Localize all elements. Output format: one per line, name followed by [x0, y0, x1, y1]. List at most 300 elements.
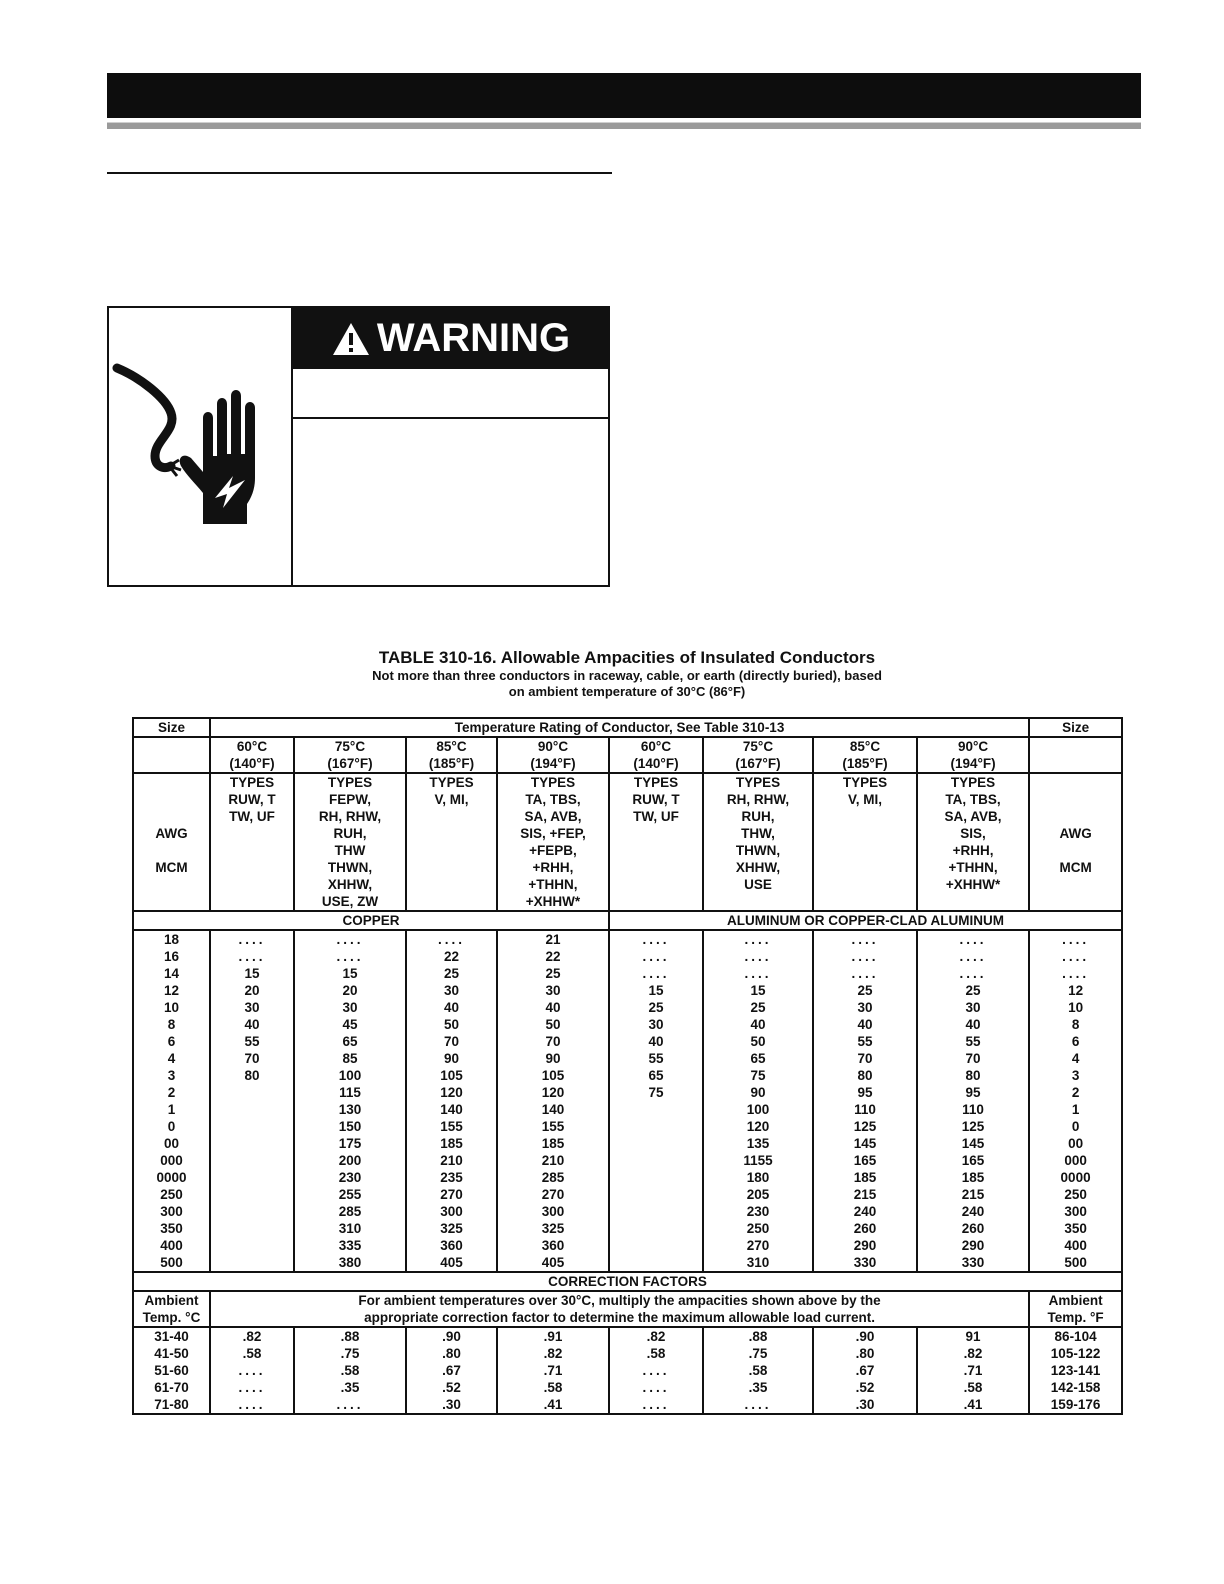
ampacity-cell: 15	[210, 965, 294, 982]
cell-line: SA, AVB,	[944, 809, 1002, 824]
ampacity-cell	[210, 1220, 294, 1237]
ampacity-cell: 95	[917, 1084, 1029, 1101]
correction-cell: .41	[917, 1396, 1029, 1414]
ampacity-row	[133, 930, 1122, 948]
correction-cell: .90	[813, 1327, 917, 1345]
correction-cell: 86-104	[1029, 1327, 1122, 1345]
ampacity-cell: 25	[406, 965, 497, 982]
cell-line: RUH,	[333, 826, 367, 841]
cell-line: 60°C	[236, 739, 268, 754]
empty-cell	[1029, 737, 1122, 773]
ampacity-cell: 40	[497, 999, 609, 1016]
cell-line: TYPES	[735, 775, 781, 790]
ampacity-cell: 22	[406, 948, 497, 965]
correction-cell: .58	[609, 1345, 703, 1362]
ampacity-cell: 10	[1029, 999, 1122, 1016]
ampacity-cell: 21	[497, 930, 609, 948]
ampacity-cell: ....	[406, 930, 497, 948]
ampacity-cell: 240	[813, 1203, 917, 1220]
ampacity-cell: 405	[406, 1254, 497, 1272]
ampacity-cell: 210	[497, 1152, 609, 1169]
ampacity-cell	[210, 1118, 294, 1135]
ampacity-cell: 165	[917, 1152, 1029, 1169]
cell-line: 85°C	[849, 739, 881, 754]
size-label-left: Size	[133, 718, 210, 737]
cell-line: RUW, T	[228, 792, 276, 807]
cell-line: 90°C	[957, 739, 989, 754]
ampacity-cell: 300	[497, 1203, 609, 1220]
correction-row	[133, 1379, 1122, 1396]
types-header	[609, 773, 703, 911]
correction-row	[133, 1396, 1122, 1414]
ampacity-cell	[609, 1220, 703, 1237]
ampacity-cell: ....	[609, 965, 703, 982]
ampacity-cell: 185	[406, 1135, 497, 1152]
ampacity-cell: 140	[406, 1101, 497, 1118]
correction-cell: .71	[917, 1362, 1029, 1379]
material-row	[133, 911, 1122, 930]
cell-line: TA, TBS,	[945, 792, 1001, 807]
correction-cell: .80	[813, 1345, 917, 1362]
ampacity-row	[133, 1169, 1122, 1186]
ampacity-cell: 2	[1029, 1084, 1122, 1101]
ampacity-cell	[609, 1101, 703, 1118]
ampacity-cell: 215	[917, 1186, 1029, 1203]
correction-cell: .35	[294, 1379, 406, 1396]
ampacity-cell: ....	[294, 948, 406, 965]
cell-line: (167°F)	[327, 756, 373, 771]
ambient-temp-f-label	[1029, 1291, 1122, 1327]
ampacity-cell: 405	[497, 1254, 609, 1272]
types-header	[210, 773, 294, 911]
ampacity-cell: ....	[813, 948, 917, 965]
ampacity-cell: 0	[1029, 1118, 1122, 1135]
ampacity-row	[133, 1254, 1122, 1272]
correction-cell: .35	[703, 1379, 813, 1396]
ampacity-cell: 350	[1029, 1220, 1122, 1237]
temp-header	[210, 737, 294, 773]
cell-line: (185°F)	[842, 756, 888, 771]
ampacity-cell: 0000	[1029, 1169, 1122, 1186]
ampacity-cell: 360	[497, 1237, 609, 1254]
ampacity-row	[133, 1016, 1122, 1033]
ampacity-row	[133, 1050, 1122, 1067]
ampacity-row	[133, 1033, 1122, 1050]
correction-cell: .91	[497, 1327, 609, 1345]
ampacity-cell: 55	[210, 1033, 294, 1050]
cell-line: appropriate correction factor to determine the maximum allowable load current.	[364, 1310, 875, 1325]
ampacity-cell: 260	[917, 1220, 1029, 1237]
header-row-size	[133, 718, 1122, 737]
types-header	[813, 773, 917, 911]
ampacity-row	[133, 965, 1122, 982]
ampacity-row	[133, 982, 1122, 999]
ampacity-cell: 30	[406, 982, 497, 999]
cell-line: (140°F)	[633, 756, 679, 771]
correction-heading-row	[133, 1272, 1122, 1291]
cell-line: 75°C	[742, 739, 774, 754]
ampacity-cell: 40	[609, 1033, 703, 1050]
correction-cell: 61-70	[133, 1379, 210, 1396]
ampacity-cell: 85	[294, 1050, 406, 1067]
cell-line: MCM	[1059, 860, 1092, 875]
correction-row	[133, 1345, 1122, 1362]
correction-cell: ....	[609, 1379, 703, 1396]
ampacity-cell	[609, 1169, 703, 1186]
ampacity-cell: ....	[813, 965, 917, 982]
cell-line: TYPES	[950, 775, 996, 790]
ampacity-cell	[210, 1203, 294, 1220]
correction-row	[133, 1362, 1122, 1379]
cell-line: V, MI,	[434, 792, 469, 807]
ampacity-cell: 30	[294, 999, 406, 1016]
ampacity-cell: 30	[917, 999, 1029, 1016]
correction-cell: 71-80	[133, 1396, 210, 1414]
ampacity-cell	[210, 1186, 294, 1203]
ampacity-cell	[210, 1169, 294, 1186]
table-title: TABLE 310-16. Allowable Ampacities of Insulated Conductors	[378, 648, 876, 667]
cell-line: +THHN,	[948, 860, 998, 875]
ampacity-cell: 270	[406, 1186, 497, 1203]
ampacity-cell: 4	[133, 1050, 210, 1067]
size-label-right: Size	[1029, 718, 1122, 737]
ampacity-row	[133, 1135, 1122, 1152]
ampacity-cell: 285	[294, 1203, 406, 1220]
ampacity-cell: 200	[294, 1152, 406, 1169]
ampacity-cell: 00	[133, 1135, 210, 1152]
ampacity-cell: 125	[917, 1118, 1029, 1135]
correction-cell: .30	[406, 1396, 497, 1414]
cell-line: RH, RHW,	[318, 809, 382, 824]
cell-line: THW	[334, 843, 366, 858]
ampacity-cell: ....	[917, 965, 1029, 982]
ampacity-cell: 500	[133, 1254, 210, 1272]
ampacity-cell: 300	[133, 1203, 210, 1220]
correction-cell: ....	[210, 1362, 294, 1379]
ampacity-cell: 8	[133, 1016, 210, 1033]
warning-label: WARNING	[376, 316, 571, 360]
ampacity-cell: 25	[609, 999, 703, 1016]
cell-line: +FEPB,	[529, 843, 577, 858]
correction-cell: .90	[406, 1327, 497, 1345]
ampacity-cell	[210, 1135, 294, 1152]
cell-line: TYPES	[530, 775, 576, 790]
ampacity-cell: 40	[917, 1016, 1029, 1033]
table-subtitle-line1: Not more than three conductors in raceway, cable, or earth (directly buried), based	[372, 668, 882, 683]
ampacity-row	[133, 1203, 1122, 1220]
ampacity-cell: 90	[703, 1084, 813, 1101]
correction-row	[133, 1327, 1122, 1345]
cell-line: Temp. °C	[142, 1310, 201, 1325]
ampacity-cell: 125	[813, 1118, 917, 1135]
table-subtitle-line2: on ambient temperature of 30°C (86°F)	[508, 684, 746, 699]
cell-line: 60°C	[640, 739, 672, 754]
cell-line: +XHHW*	[525, 894, 581, 909]
ampacity-cell: 25	[703, 999, 813, 1016]
correction-cell: .88	[703, 1327, 813, 1345]
awg-mcm-left	[133, 773, 210, 911]
header-row-temps	[133, 737, 1122, 773]
ampacity-cell: 185	[497, 1135, 609, 1152]
correction-cell: 105-122	[1029, 1345, 1122, 1362]
correction-cell: .67	[406, 1362, 497, 1379]
ampacity-cell: 400	[1029, 1237, 1122, 1254]
ampacity-cell: 135	[703, 1135, 813, 1152]
correction-cell: 31-40	[133, 1327, 210, 1345]
ampacity-cell: 400	[133, 1237, 210, 1254]
correction-cell: .80	[406, 1345, 497, 1362]
correction-cell: .58	[703, 1362, 813, 1379]
ampacity-cell: 300	[1029, 1203, 1122, 1220]
awg-mcm-right	[1029, 773, 1122, 911]
ampacity-cell: 100	[703, 1101, 813, 1118]
ampacity-cell: 330	[917, 1254, 1029, 1272]
correction-cell: 142-158	[1029, 1379, 1122, 1396]
cell-line: XHHW,	[735, 860, 781, 875]
cell-line: THWN,	[735, 843, 781, 858]
ampacity-row	[133, 1067, 1122, 1084]
ampacity-cell: 000	[133, 1152, 210, 1169]
cell-line: Temp. °F	[1047, 1310, 1104, 1325]
ampacity-cell: 40	[210, 1016, 294, 1033]
temp-header	[917, 737, 1029, 773]
types-header	[917, 773, 1029, 911]
ampacity-cell: ....	[703, 965, 813, 982]
ampacity-cell: 55	[917, 1033, 1029, 1050]
ampacity-cell: 1155	[703, 1152, 813, 1169]
ampacity-cell: 30	[813, 999, 917, 1016]
temp-header	[406, 737, 497, 773]
ampacity-cell: 80	[813, 1067, 917, 1084]
ampacity-cell: 12	[133, 982, 210, 999]
cell-line: TYPES	[327, 775, 373, 790]
ampacity-cell: 70	[917, 1050, 1029, 1067]
ampacity-cell: 380	[294, 1254, 406, 1272]
ampacity-cell: 310	[294, 1220, 406, 1237]
cell-line: AWG	[1059, 826, 1092, 841]
ampacity-cell: 4	[1029, 1050, 1122, 1067]
cell-line: (185°F)	[428, 756, 475, 771]
ampacity-cell: ....	[210, 948, 294, 965]
ampacity-cell: 300	[406, 1203, 497, 1220]
ampacity-cell: ....	[703, 948, 813, 965]
ampacity-cell	[609, 1152, 703, 1169]
correction-cell: .82	[609, 1327, 703, 1345]
ampacity-cell: 1	[1029, 1101, 1122, 1118]
ampacity-cell: 90	[497, 1050, 609, 1067]
cell-line: (167°F)	[735, 756, 781, 771]
correction-cell: .75	[294, 1345, 406, 1362]
cell-line: THW,	[741, 826, 775, 841]
ampacity-row	[133, 1152, 1122, 1169]
ampacity-cell: 25	[813, 982, 917, 999]
correction-cell: .75	[703, 1345, 813, 1362]
correction-cell: ....	[294, 1396, 406, 1414]
ampacity-cell	[609, 1254, 703, 1272]
ampacity-cell: 235	[406, 1169, 497, 1186]
ampacity-cell: 70	[813, 1050, 917, 1067]
cell-line: 90°C	[537, 739, 569, 754]
ampacity-cell: 310	[703, 1254, 813, 1272]
types-header	[497, 773, 609, 911]
ampacity-cell: 14	[133, 965, 210, 982]
cell-line: AWG	[155, 826, 188, 841]
ampacity-cell: ....	[917, 948, 1029, 965]
cell-line: TYPES	[633, 775, 679, 790]
ampacity-row	[133, 1220, 1122, 1237]
ampacity-cell: 20	[210, 982, 294, 999]
cell-line: RUW, T	[632, 792, 680, 807]
ampacity-cell: 40	[813, 1016, 917, 1033]
ampacity-cell: 110	[813, 1101, 917, 1118]
ampacity-cell	[609, 1237, 703, 1254]
ampacity-cell: 6	[133, 1033, 210, 1050]
ampacity-cell: 360	[406, 1237, 497, 1254]
cell-line: V, MI,	[847, 792, 882, 807]
ampacity-cell: 70	[497, 1033, 609, 1050]
section-rule	[107, 172, 612, 174]
ampacity-cell: 0000	[133, 1169, 210, 1186]
ampacity-cell: ....	[917, 930, 1029, 948]
ampacity-cell: 12	[1029, 982, 1122, 999]
ampacity-cell: 25	[497, 965, 609, 982]
types-header	[406, 773, 497, 911]
warning-triangle-icon	[331, 321, 371, 357]
ampacity-cell: 70	[406, 1033, 497, 1050]
correction-factors-label: CORRECTION FACTORS	[133, 1272, 1122, 1291]
cell-line: (140°F)	[229, 756, 275, 771]
correction-cell: .58	[210, 1345, 294, 1362]
ampacity-cell: 10	[133, 999, 210, 1016]
ampacity-cell	[210, 1101, 294, 1118]
correction-cell: 123-141	[1029, 1362, 1122, 1379]
ampacity-cell	[210, 1152, 294, 1169]
cell-line: SIS, +FEP,	[520, 826, 586, 841]
ampacity-cell: 40	[406, 999, 497, 1016]
ampacity-cell: 65	[609, 1067, 703, 1084]
ampacity-cell: 270	[703, 1237, 813, 1254]
ampacity-cell: 30	[210, 999, 294, 1016]
ampacity-cell: 8	[1029, 1016, 1122, 1033]
electric-shock-hand-icon	[111, 348, 291, 568]
cell-line: RUH,	[741, 809, 775, 824]
ampacity-cell: 75	[703, 1067, 813, 1084]
ampacity-cell: 00	[1029, 1135, 1122, 1152]
correction-cell: ....	[210, 1379, 294, 1396]
ampacity-cell: 15	[294, 965, 406, 982]
correction-cell: .67	[813, 1362, 917, 1379]
correction-desc-row	[133, 1291, 1122, 1327]
ampacity-cell: 3	[1029, 1067, 1122, 1084]
correction-cell: .58	[917, 1379, 1029, 1396]
ampacity-cell: 115	[294, 1084, 406, 1101]
ampacity-cell: ....	[1029, 930, 1122, 948]
ambient-temp-c-label	[133, 1291, 210, 1327]
cell-line: (194°F)	[530, 756, 576, 771]
correction-cell: .41	[497, 1396, 609, 1414]
ampacity-row	[133, 1101, 1122, 1118]
ampacity-cell: 80	[210, 1067, 294, 1084]
ampacity-cell: 105	[406, 1067, 497, 1084]
types-header	[703, 773, 813, 911]
copper-label: COPPER	[133, 911, 609, 930]
ampacity-cell: ....	[609, 948, 703, 965]
ampacity-cell: 15	[703, 982, 813, 999]
ampacity-row	[133, 1237, 1122, 1254]
ampacity-cell	[609, 1118, 703, 1135]
correction-cell: 159-176	[1029, 1396, 1122, 1414]
ampacity-cell: 215	[813, 1186, 917, 1203]
ampacity-cell: 100	[294, 1067, 406, 1084]
ampacity-table	[132, 717, 1123, 1415]
correction-cell: .58	[294, 1362, 406, 1379]
ampacity-cell: 285	[497, 1169, 609, 1186]
ampacity-cell: ....	[1029, 965, 1122, 982]
ampacity-row	[133, 1118, 1122, 1135]
cell-line: SA, AVB,	[524, 809, 582, 824]
ampacity-cell: 55	[609, 1050, 703, 1067]
ampacity-cell: 65	[703, 1050, 813, 1067]
cell-line: THWN,	[327, 860, 373, 875]
cell-line: USE, ZW	[321, 894, 379, 909]
cell-line: For ambient temperatures over 30°C, multiply the ampacities shown above by the	[358, 1293, 881, 1308]
ampacity-cell	[609, 1135, 703, 1152]
ampacity-cell: 15	[609, 982, 703, 999]
ampacity-cell: 230	[703, 1203, 813, 1220]
ampacity-cell: 120	[406, 1084, 497, 1101]
temp-header	[497, 737, 609, 773]
ampacity-cell: 165	[813, 1152, 917, 1169]
empty-cell	[133, 737, 210, 773]
ampacity-cell: ....	[609, 930, 703, 948]
cell-line: USE	[744, 877, 772, 892]
ampacity-cell: 6	[1029, 1033, 1122, 1050]
cell-line: TYPES	[229, 775, 275, 790]
ampacity-cell: 155	[497, 1118, 609, 1135]
warning-icon-cell	[109, 308, 293, 585]
ampacity-row	[133, 999, 1122, 1016]
correction-cell: 51-60	[133, 1362, 210, 1379]
cell-line: +RHH,	[952, 843, 994, 858]
warning-header	[293, 308, 608, 369]
ampacity-cell: 20	[294, 982, 406, 999]
ampacity-cell: ....	[210, 930, 294, 948]
ampacity-cell: 140	[497, 1101, 609, 1118]
ampacity-cell: 45	[294, 1016, 406, 1033]
ampacity-cell: 205	[703, 1186, 813, 1203]
types-header	[294, 773, 406, 911]
header-underline	[107, 122, 1141, 129]
temp-rating-label: Temperature Rating of Conductor, See Table 310-13	[210, 718, 1029, 737]
ampacity-cell: 210	[406, 1152, 497, 1169]
ampacity-cell: 175	[294, 1135, 406, 1152]
correction-cell: .30	[813, 1396, 917, 1414]
cell-line: RH, RHW,	[726, 792, 790, 807]
correction-cell: ....	[703, 1396, 813, 1414]
ampacity-row	[133, 1186, 1122, 1203]
ampacity-cell	[210, 1237, 294, 1254]
header-row-types	[133, 773, 1122, 911]
ampacity-cell: 50	[406, 1016, 497, 1033]
ampacity-cell: 25	[917, 982, 1029, 999]
ampacity-cell: 145	[813, 1135, 917, 1152]
warning-box	[107, 306, 610, 587]
ampacity-cell: 1	[133, 1101, 210, 1118]
ampacity-cell: 150	[294, 1118, 406, 1135]
ampacity-cell: 3	[133, 1067, 210, 1084]
cell-line: TA, TBS,	[525, 792, 581, 807]
cell-line: SIS,	[960, 826, 986, 841]
